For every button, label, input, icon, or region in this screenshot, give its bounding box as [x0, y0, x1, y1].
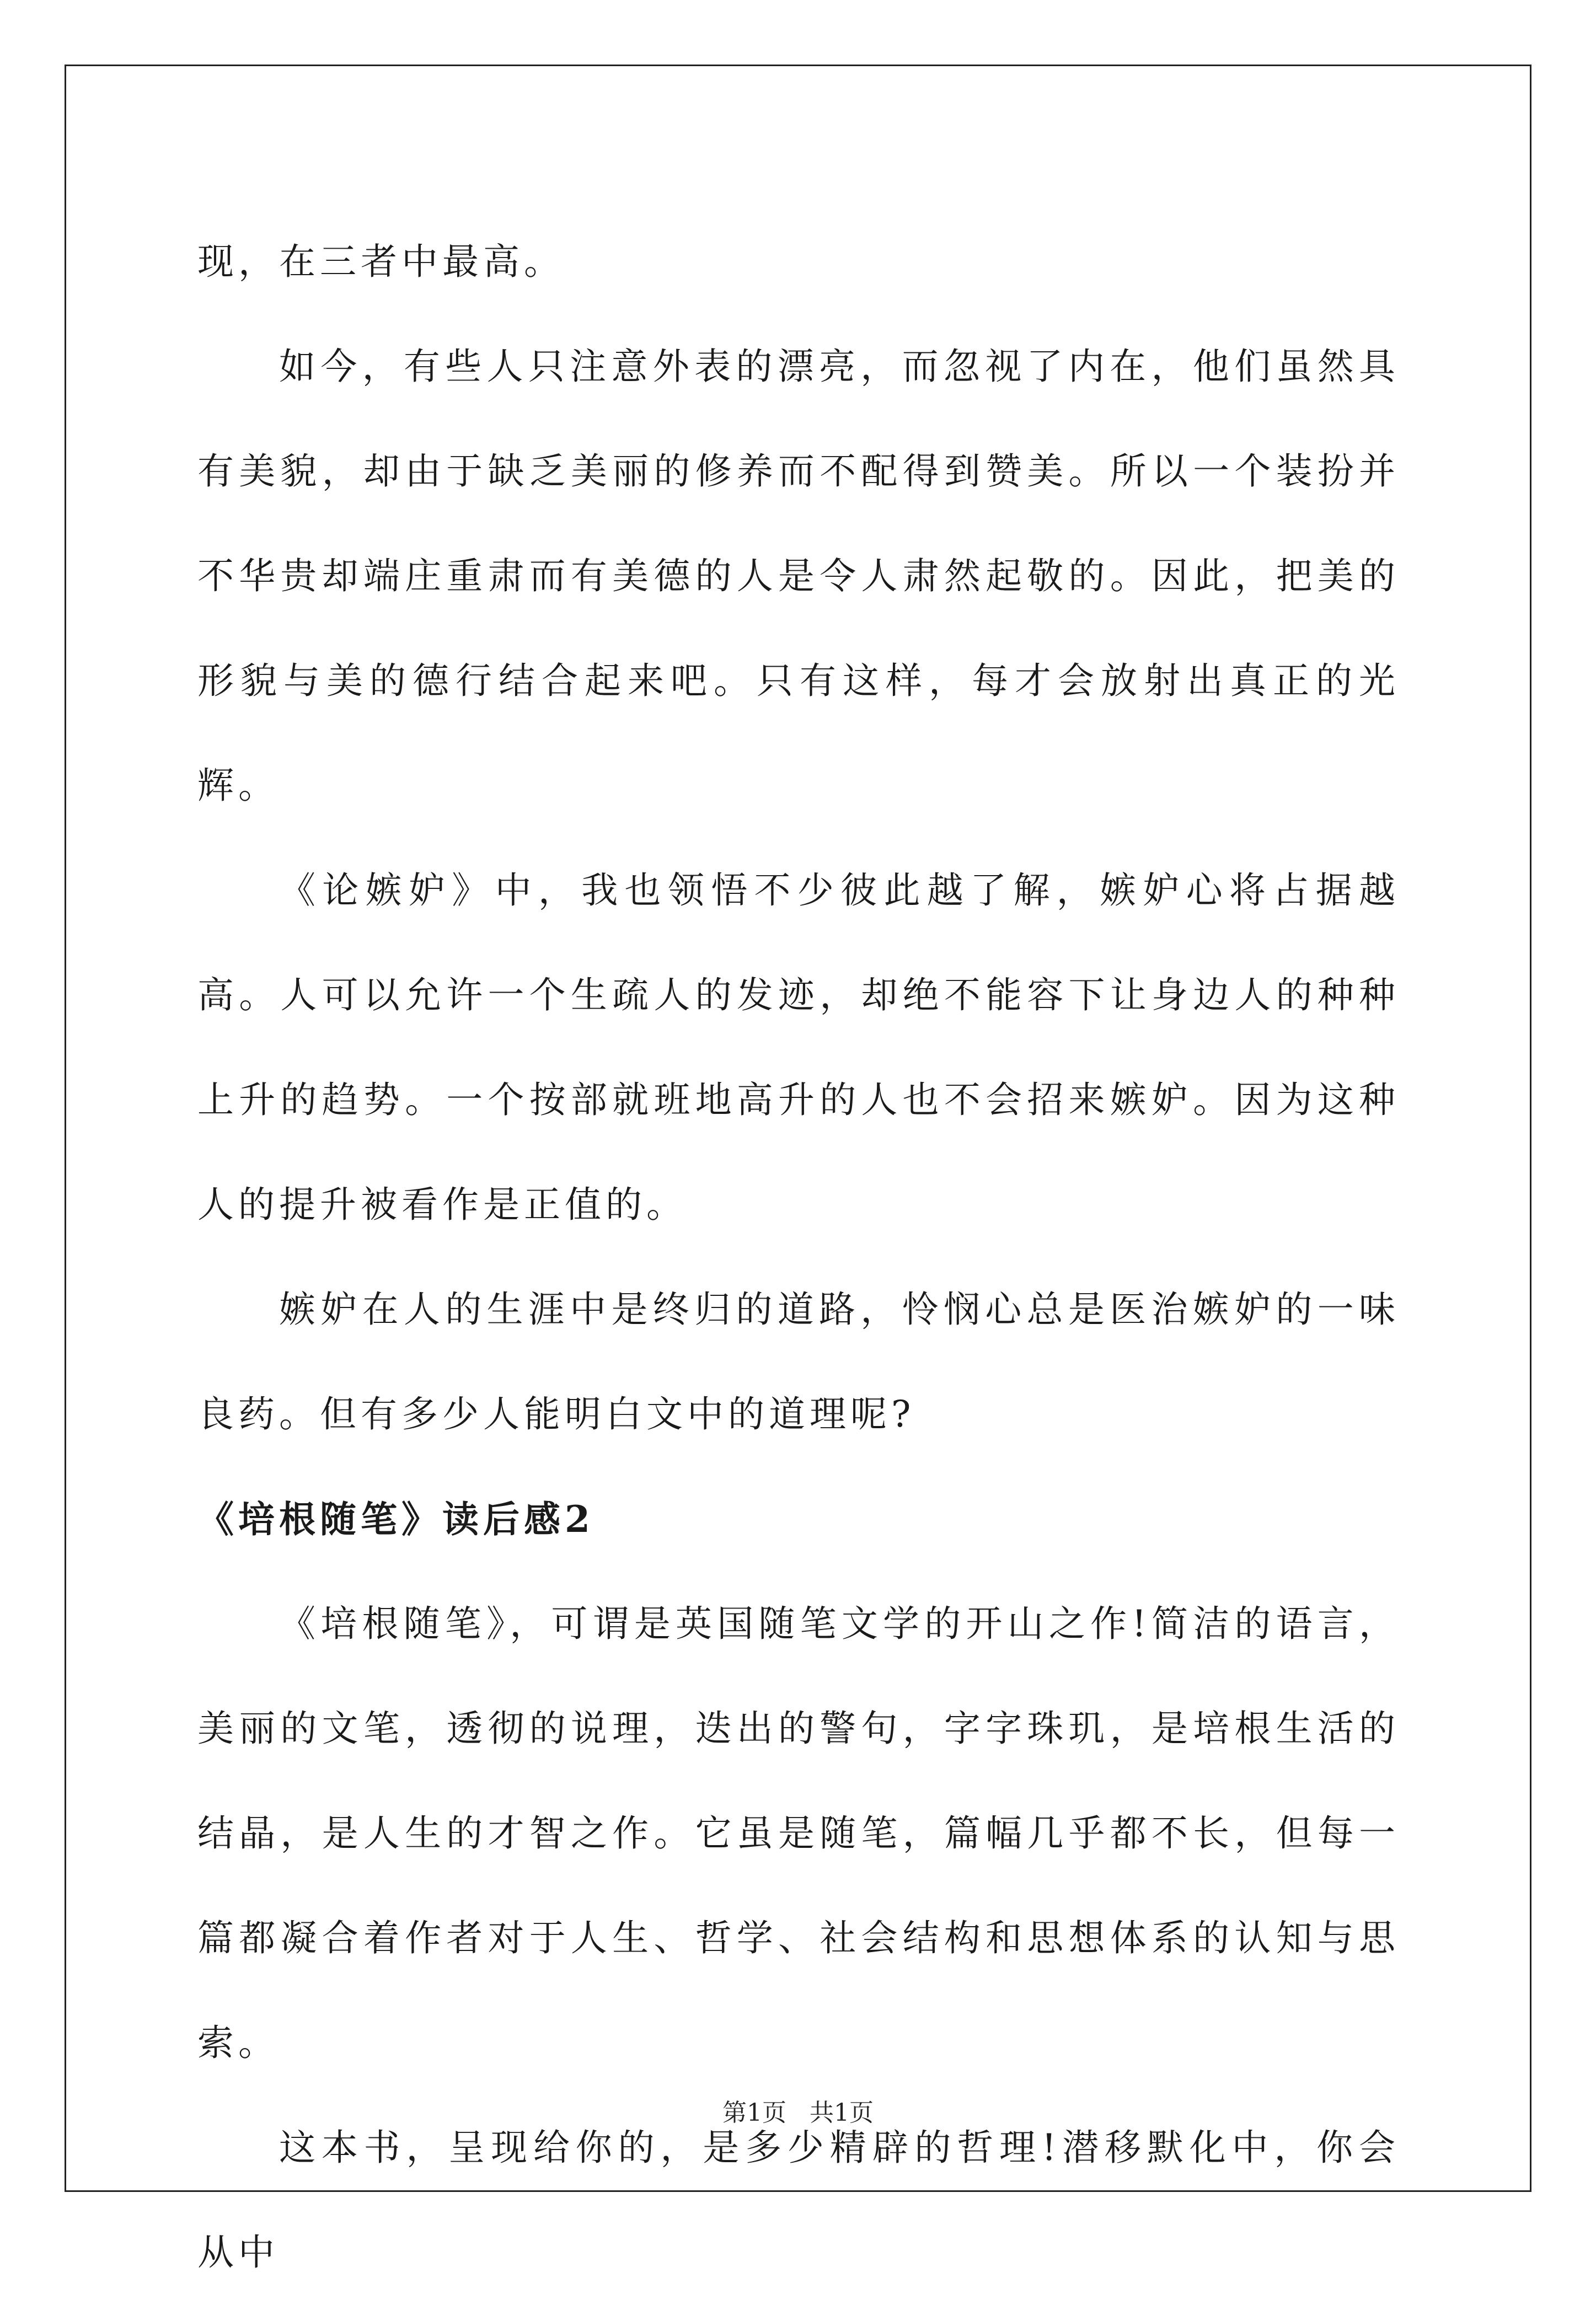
- paragraph-6: 这本书，呈现给你的，是多少精辟的哲理!潜移默化中，你会从中: [197, 2126, 1400, 2274]
- document-body: [197, 210, 1400, 2305]
- page-number-total: 共1页: [810, 2099, 874, 2127]
- paragraph-1: 现，在三者中最高。: [197, 240, 565, 283]
- page-footer: [0, 2097, 1596, 2130]
- paragraph-3: 《论嫉妒》中，我也领悟不少彼此越了解，嫉妒心将占据越高。人可以允许一个生疏人的发迹，却绝不能容下让身边人的种种上升的趋势。一个按部就班地高升的人也不会招来嫉妒。因为这种人的提升被看作是正值的。: [197, 869, 1400, 1226]
- paragraph-2: 如今，有些人只注意外表的漂亮，而忽视了内在，他们虽然具有美貌，却由于缺乏美丽的修养而不配得到赞美。所以一个装扮并不华贵却端庄重肃而有美德的人是令人肃然起敬的。因此，把美的形貌与美的德行结合起来吧。只有这样，每才会放射出真正的光辉。: [197, 345, 1400, 807]
- section-title: 《培根随笔》读后感2: [197, 1498, 595, 1541]
- paragraph-4: 嫉妒在人的生涯中是终归的道路，怜悯心总是医治嫉妒的一味良药。但有多少人能明白文中的道理呢?: [197, 1288, 1400, 1435]
- page-number-current: 第1页: [722, 2099, 786, 2127]
- paragraph-5: 《培根随笔》，可谓是英国随笔文学的开山之作!简洁的语言，美丽的文笔，透彻的说理，迭出的警句，字字珠玑，是培根生活的结晶，是人生的才智之作。它虽是随笔，篇幅几乎都不长，但每一篇都凝合着作者对于人生、哲学、社会结构和思想体系的认知与思索。: [197, 1602, 1400, 2064]
